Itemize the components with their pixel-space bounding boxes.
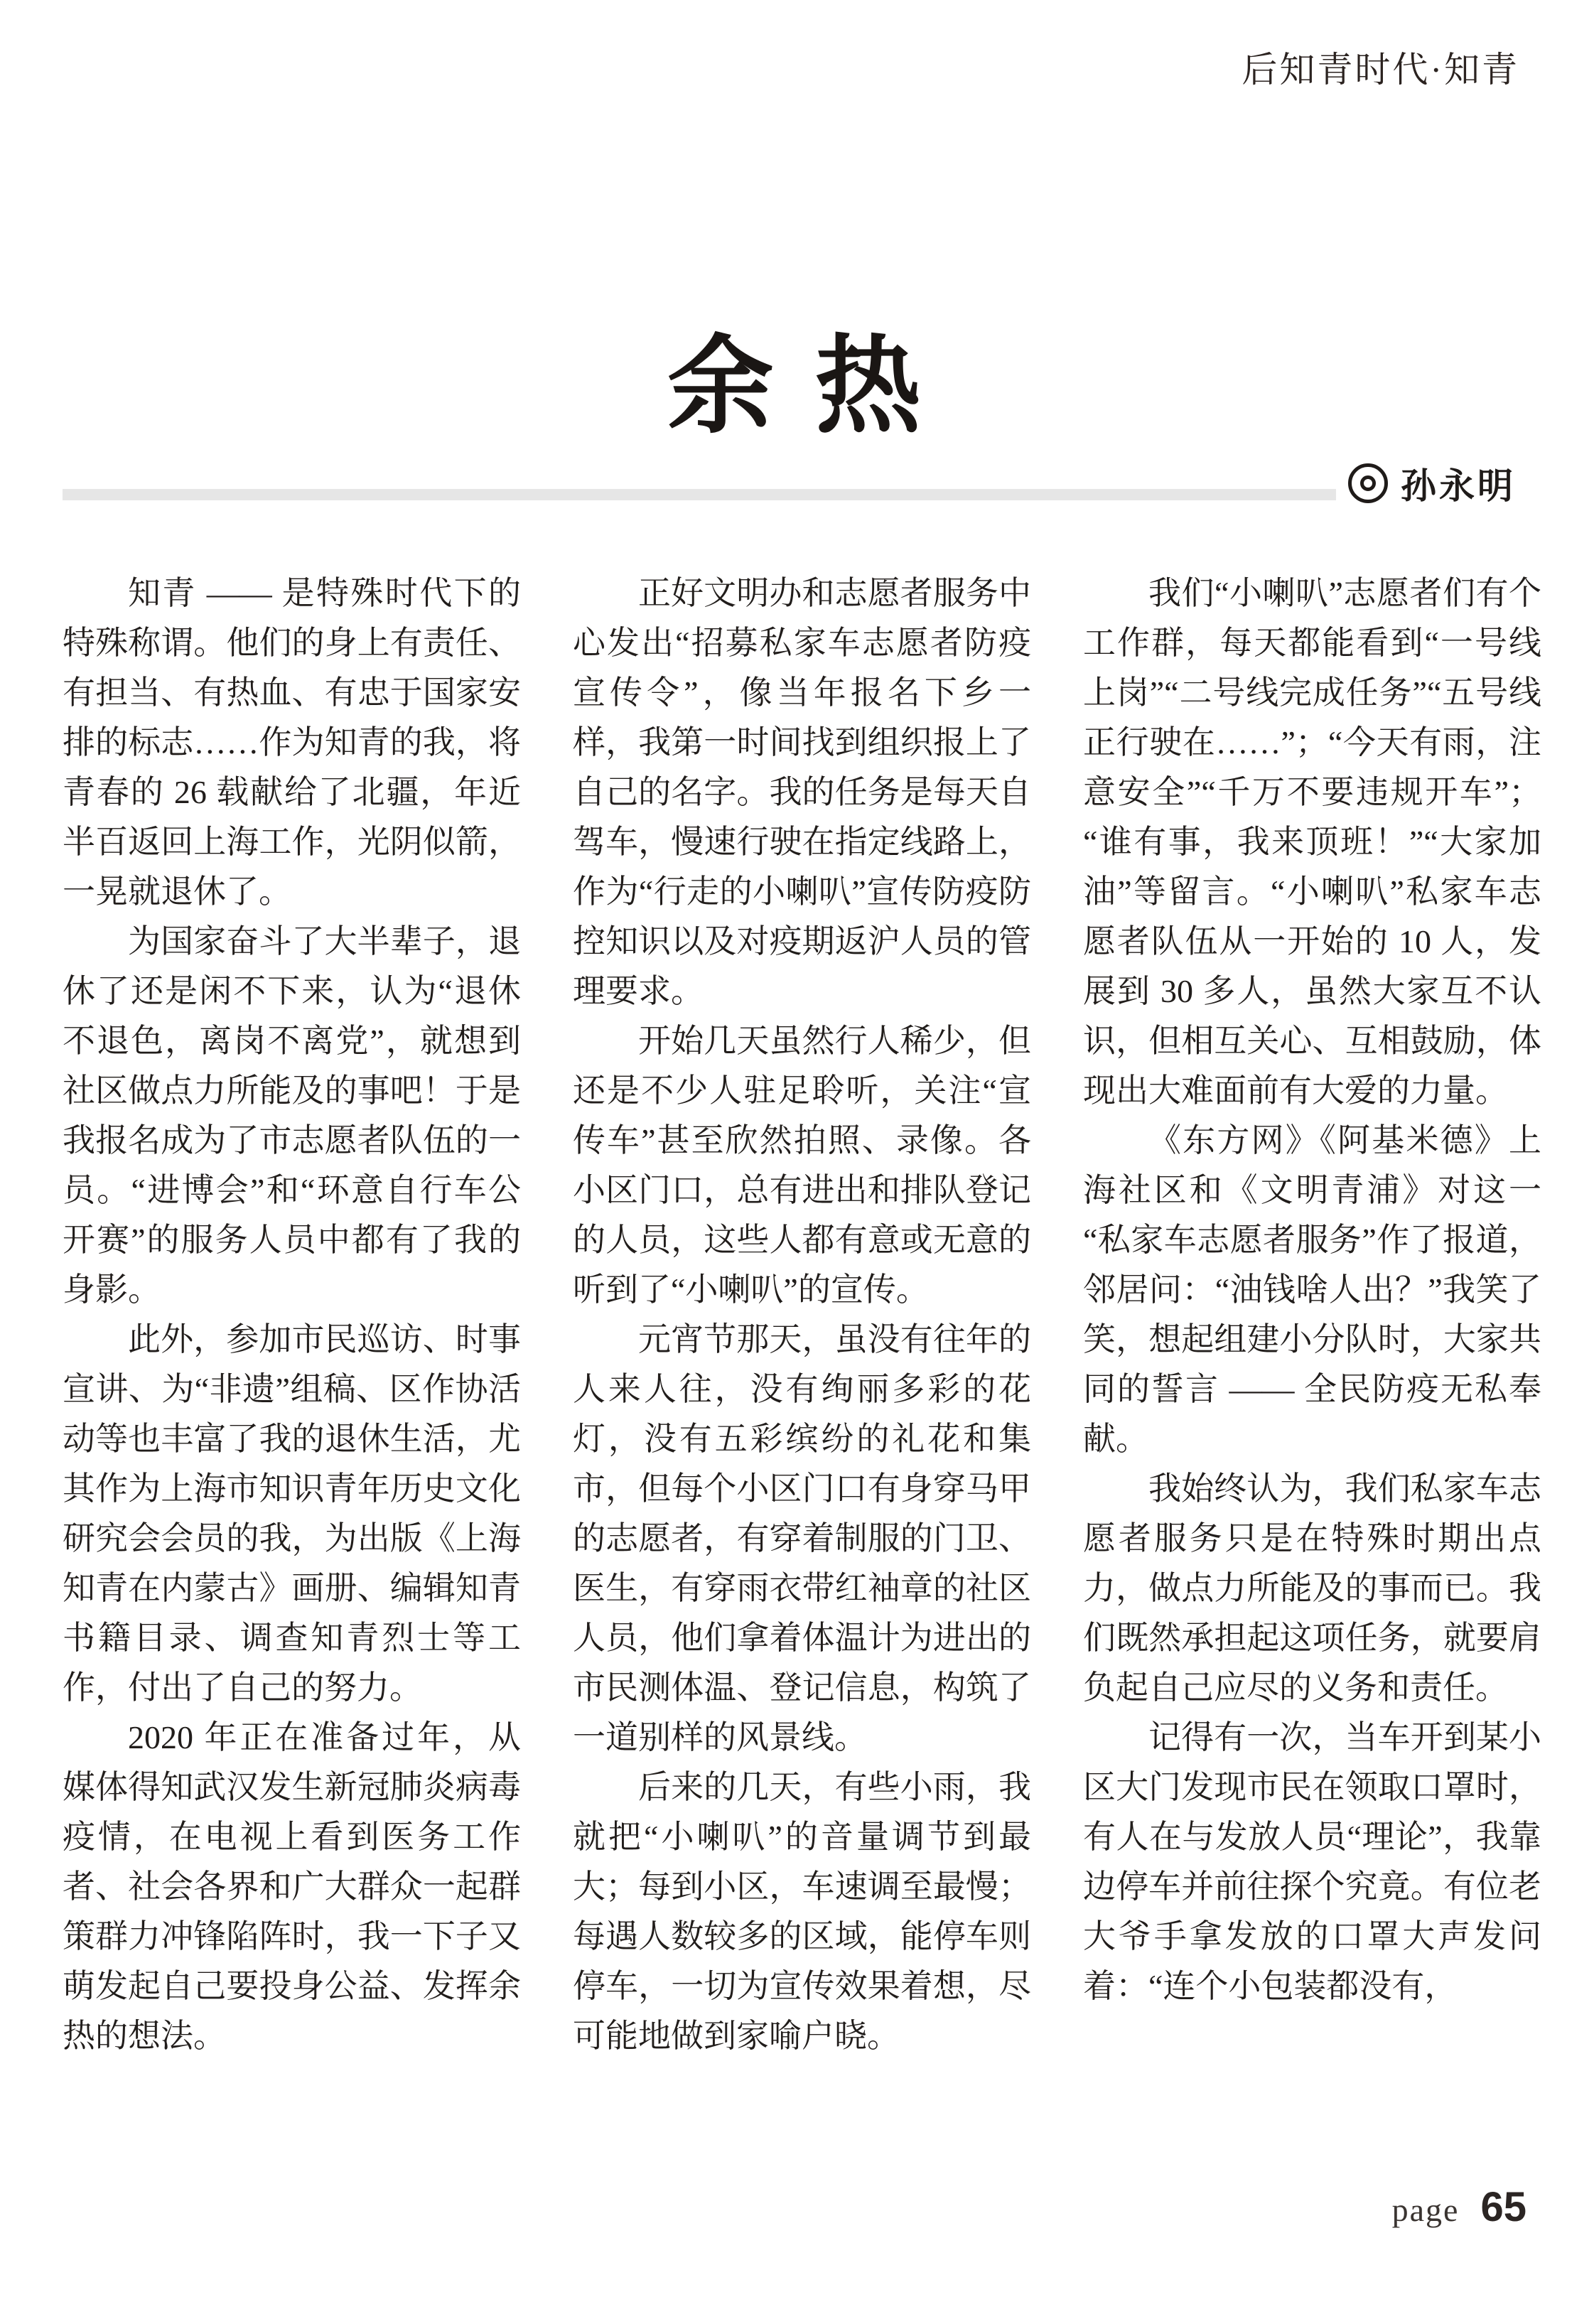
paragraph: 知青 —— 是特殊时代下的特殊称谓。他们的身上有责任、有担当、有热血、有忠于国家安排的标志……作为知青的我，将青春的 26 载献给了北疆，年近半百返回上海工作，光阴似箭，一晃就退休了。 bbox=[63, 575, 521, 910]
byline-author: 孙永明 bbox=[1401, 466, 1516, 506]
article-title: 余 热 bbox=[667, 326, 927, 446]
paragraph: 我们“小喇叭”志愿者们有个工作群，每天都能看到“一号线上岗”“二号线完成任务”“五号线正行驶在……”；“今天有雨，注意安全”“千万不要违规开车”；“谁有事，我来顶班！”“大家加油”等留言。“小喇叭”私家车志愿者队伍从一开始的 10 人，发展到 30 多人，虽然大家互不认识，但相互关心、互相鼓励，体现出大难面前有大爱的力量。 bbox=[1083, 575, 1541, 1109]
paragraph: 正好文明办和志愿者服务中心发出“招募私家车志愿者防疫宣传令”，像当年报名下乡一样，我第一时间找到组织报上了自己的名字。我的任务是每天自驾车，慢速行驶在指定线路上，作为“行走的小喇叭”宣传防疫防控知识以及对疫期返沪人员的管理要求。 bbox=[573, 575, 1031, 1009]
article-column-3 bbox=[1083, 569, 1541, 2077]
running-head: 后知青时代·知青 bbox=[1242, 50, 1519, 90]
byline bbox=[1348, 461, 1516, 506]
paragraph: 此外，参加市民巡访、时事宣讲、为“非遗”组稿、区作协活动等也丰富了我的退休生活，尤其作为上海市知识青年历史文化研究会会员的我，为出版《上海知青在内蒙古》画册、编辑知青书籍目录、调查知青烈士等工作，付出了自己的努力。 bbox=[63, 1321, 521, 1706]
paragraph: 记得有一次，当车开到某小区大门发现市民在领取口罩时，有人在与发放人员“理论”，我靠边停车并前往探个究竟。有位老大爷手拿发放的口罩大声发问着：“连个小包装都没有， bbox=[1083, 1719, 1541, 2004]
double-circle-icon bbox=[1348, 463, 1388, 503]
article-column-2 bbox=[573, 569, 1031, 2077]
article-column-1 bbox=[63, 569, 521, 2077]
byline-divider bbox=[63, 489, 1336, 500]
footer-page-label: page bbox=[1391, 2192, 1460, 2228]
page-footer bbox=[1392, 2183, 1526, 2231]
paragraph: 后来的几天，有些小雨，我就把“小喇叭”的音量调节到最大；每到小区，车速调至最慢；每遇人数较多的区域，能停车则停车，一切为宣传效果着想，尽可能地做到家喻户晓。 bbox=[573, 1769, 1031, 2054]
paragraph: 《东方网》《阿基米德》上海社区和《文明青浦》对这一“私家车志愿者服务”作了报道，邻居问：“油钱啥人出？”我笑了笑，想起组建小分队时，大家共同的誓言 —— 全民防疫无私奉献。 bbox=[1083, 1122, 1541, 1457]
paragraph: 为国家奋斗了大半辈子，退休了还是闲不下来，认为“退休不退色，离岗不离党”，就想到社区做点力所能及的事吧！于是我报名成为了市志愿者队伍的一员。“进博会”和“环意自行车公开赛”的服务人员中都有了我的身影。 bbox=[63, 923, 521, 1308]
paragraph: 开始几天虽然行人稀少，但还是不少人驻足聆听，关注“宣传车”甚至欣然拍照、录像。各小区门口，总有进出和排队登记的人员，这些人都有意或无意的听到了“小喇叭”的宣传。 bbox=[573, 1023, 1031, 1308]
paragraph: 我始终认为，我们私家车志愿者服务只是在特殊时期出点力，做点力所能及的事而已。我们既然承担起这项任务，就要肩负起自己应尽的义务和责任。 bbox=[1083, 1470, 1541, 1706]
footer-page-number: 65 bbox=[1480, 2184, 1526, 2230]
paragraph: 2020 年正在准备过年，从媒体得知武汉发生新冠肺炎病毒疫情，在电视上看到医务工作者、社会各界和广大群众一起群策群力冲锋陷阵时，我一下子又萌发起自己要投身公益、发挥余热的想法。 bbox=[63, 1719, 521, 2054]
paragraph: 元宵节那天，虽没有往年的人来人往，没有绚丽多彩的花灯，没有五彩缤纷的礼花和集市，但每个小区门口有身穿马甲的志愿者，有穿着制服的门卫、医生，有穿雨衣带红袖章的社区人员，他们拿着体温计为进出的市民测体温、登记信息，构筑了一道别样的风景线。 bbox=[573, 1321, 1031, 1755]
article-columns bbox=[63, 569, 1541, 2077]
